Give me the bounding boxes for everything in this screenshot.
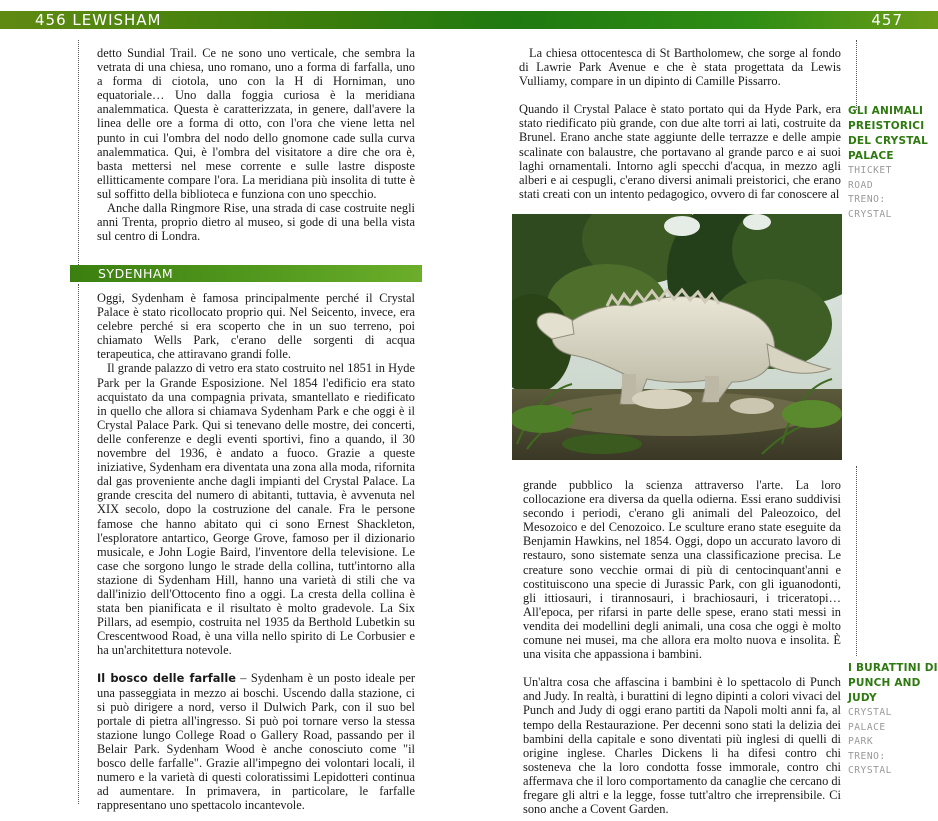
- section-header-sydenham: [70, 265, 422, 282]
- paragraph-sundial: detto Sundial Trail. Ce ne sono uno verticale, che sembra la vetrata di una chiesa, uno romano, uno a forma di farfalla, uno a forma di ciotola, uno con la H di Horniman, uno equatoriale… Uno dalla foggia curiosa è la meridiana analemmatica. Questa è caratterizzata, in genere, dall'avere la linea delle ore a forma di otto, con l'ora che viene letta nel punto in cui l'ombra del nodo dello gnomone cade sulla curva analemmatica. Qui, è l'ombra del visitatore a dire che ora è, basta mettersi nel mese corrente e sulle lastre disposte ellitticamente compare l'ora. La meridiana più insolita di tutte è sul soffitto della biblioteca e funziona con uno specchio.: [97, 46, 415, 201]
- section-title: SYDENHAM: [98, 266, 174, 281]
- sidebar-train-label: TRENO:: [848, 194, 886, 205]
- right-margin-rule-middle: [856, 466, 857, 656]
- sidebar-note-dinosaurs-title: GLI ANIMALI PREISTORICI DEL CRYSTAL PALACE: [848, 105, 928, 162]
- paragraph-church: La chiesa ottocentesca di St Bartholomew, che sorge al fondo di Lawrie Park Avenue e che è stata progettata da Lewis Vulliamy, compare in un dipinto di Camille Pissarro.: [519, 46, 841, 89]
- paragraph-punch-judy: Un'altra cosa che affascina i bambini è lo spettacolo di Punch and Judy. In realtà, i burattini di legno dipinti a colori vivaci del Punch and Judy di oggi erano partiti da Napoli molti anni fa, al tempo della Restaurazione. Per decenni sono stati la delizia dei bambini della capitale e sono diventati più inglesi di quelli di origine inglese. Charles Dickens li ha difesi contro chi sosteneva che la loro condotta fosse immorale, contro chi affermava che il loro comportamento da canaglie che cercano di fregare gli altri e la legge, fosse tutt'altro che irreprensibile. Ci sono anche a Covent Garden.: [523, 675, 841, 817]
- sidebar-address-line: CRYSTAL: [848, 707, 892, 718]
- paragraph-crystal-palace: Quando il Crystal Palace è stato portato qui da Hyde Park, era stato riedificato più grande, con due alte torri ai lati, costruite da Brunel. Erano anche state aggiunte delle terrazze e delle ampie scalinate con balaustre, che portavano al grande parco e ai suoi laghi ornamentali. Intorno agli specchi d'acqua, in mezzo agli alberi e ai cespugli, c'erano diversi animali preistorici, che erano stati creati con un intento pedagogico, ovvero di far conoscere al: [519, 102, 841, 201]
- paragraph-dinosaurs: grande pubblico la scienza attraverso l'arte. La loro collocazione era diversa da quella odierna. Essi erano suddivisi secondo i periodi, c'erano gli animali del Paleozoico, del Mesozoico e del Cenozoico. Le sculture erano state eseguite da Benjamin Hawkins, nel 1854. Oggi, dopo un accurato lavoro di restauro, sono sistemate senza una classificazione precisa. Le creature sono vecchie ormai di più di centocinquant'anni e costituiscono una specie di Jurassic Park, con gli iguanodonti, gli ittiosauri, i tirannosauri, i brachiosauri, i triceratopi… All'epoca, per rifarsi in parte delle spese, erano stati messi in vendita dei modellini degli animali, una cosa che oggi è molto comune nei musei, ma che allora era molto nuova e insolita. È una visita che appassiona i bambini.: [523, 478, 841, 662]
- right-page-number: 457: [871, 11, 903, 29]
- sidebar-train-label: TRENO:: [848, 750, 886, 762]
- paragraph-ringmore: Anche dalla Ringmore Rise, una strada di case costruite negli anni Trenta, proprio dietro al museo, si gode di una bella vista sul centro di Londra.: [97, 201, 415, 244]
- right-margin-rule-top: [856, 40, 857, 110]
- sidebar-note-punch: [848, 661, 938, 779]
- paragraph-sydenham-2: Il grande palazzo di vetro era stato costruito nel 1851 in Hyde Park per la Grande Esposizione. Nel 1854 l'edificio era stato acquistato da una compagnia privata, smantellato e riedificato in quello che allora si chiamava Sydenham Park e che oggi è il Crystal Palace Park. Qui si tenevano delle mostre, dei concerti, delle conferenze e degli eventi sportivi, fino a quando, il 30 novembre del 1936, è andato a fuoco. Grazie a queste iniziative, Sydenham era diventata una zona alla moda, rifornita dal gas proveniente anche dagli impianti del Crystal Palace. La grande crescita del numero di abitanti, tuttavia, è avvenuta nel XIX secolo, dopo la costruzione del canale. Fra le persone famose che hanno abitato qui ci sono Ernest Shackleton, l'esploratore antartico, George Grove, famoso per il dizionario musicale, e John Logie Baird, l'inventore della televisione. Le case che sorgono lungo le strade della collina, tutt'intorno alla stazione di Sydenham Hill, hanno una varietà di stili che va dall'inizio dell'Ottocento fino a oggi. La cresta della collina è stata ben pianificata e il risultato è molto gradevole. La Six Pillars, ad esempio, costruita nel 1935 da Berthold Lubetkin su Crescentwood Road, è una villa nello spirito di Le Corbusier e ha un'architettura notevole.: [97, 361, 415, 658]
- sidebar-station-line: CRYSTAL: [848, 208, 892, 220]
- right-upper-text: [519, 46, 841, 201]
- sidebar-note-punch-title: I BURATTINI DI PUNCH AND JUDY: [848, 662, 938, 704]
- paragraph-sydenham-1: Oggi, Sydenham è famosa principalmente perché il Crystal Palace è stato ricollocato proprio qui. Nel Seicento, invece, era celebre perché si era scoperto che in un suo terreno, poi chiamato Wells Park, c'erano delle sorgenti di acqua terapeutica, che attiravano grandi folle.: [97, 291, 415, 362]
- paragraph-bosco: [97, 671, 415, 812]
- bosco-text: – Sydenham è un posto ideale per una passeggiata in mezzo ai boschi. Uscendo dalla stazione, ci si può dirigere a nord, verso il Dulwich Park, con il suo bel portale di pietra all'ingresso. Si può poi tornare verso la stessa stazione lungo College Road o Gallery Road, passando per il Belair Park. Sydenham Wood è anche conosciuto come "il bosco delle farfalle". Grazie all'impegno dei volontari locali, il numero e la varietà di questi coloratissimi Lepidotteri continua ad aumentare. In primavera, in particolare, le farfalle rappresentano uno spettacolo incantevole.: [97, 671, 415, 813]
- left-margin-rule-bottom: [78, 284, 79, 804]
- sidebar-address-line: THICKET: [848, 165, 892, 176]
- left-sydenham-text: [97, 291, 415, 812]
- page-header-bar: [0, 11, 938, 29]
- dinosaur-sculpture-photo: [512, 214, 842, 460]
- bosco-title: Il bosco delle farfalle: [97, 671, 236, 686]
- left-margin-rule-top: [78, 40, 79, 265]
- left-page-number: 456 LEWISHAM: [35, 11, 162, 29]
- sidebar-note-dinosaurs: [848, 104, 938, 222]
- sidebar-station-line: CRYSTAL: [848, 765, 892, 776]
- right-lower-text: [523, 478, 841, 816]
- sidebar-address-line: PALACE: [848, 721, 886, 733]
- sidebar-address-line: ROAD: [848, 179, 874, 191]
- left-intro-text: [97, 46, 415, 243]
- sidebar-address-line: PARK: [848, 736, 874, 747]
